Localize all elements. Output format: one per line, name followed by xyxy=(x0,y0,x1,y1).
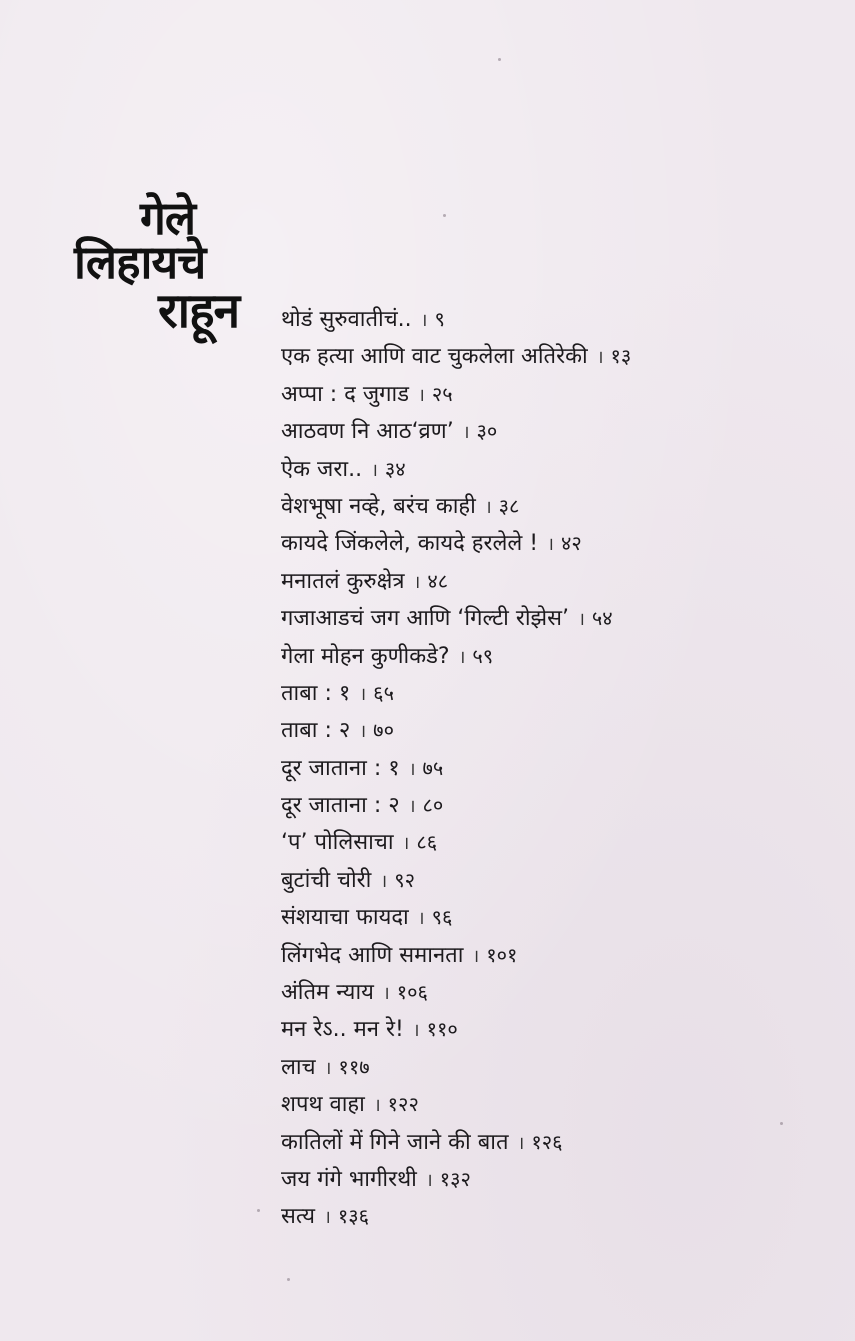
toc-separator: । xyxy=(517,1132,525,1154)
toc-entry-title: ऐक जरा.. xyxy=(281,456,363,482)
toc-separator: । xyxy=(371,459,378,481)
toc-entry xyxy=(281,488,631,525)
toc-separator: । xyxy=(420,310,428,331)
toc-page-number: ८० xyxy=(422,793,444,818)
toc-page-number: ९६ xyxy=(431,905,453,930)
toc-page-number: १०६ xyxy=(396,980,428,1005)
toc-entry xyxy=(281,899,631,936)
toc-separator: । xyxy=(596,347,604,369)
paper-speck xyxy=(780,1122,783,1125)
toc-entry xyxy=(281,638,631,675)
toc-page-number: २५ xyxy=(431,381,453,406)
toc-page-number: ४८ xyxy=(427,568,449,593)
toc-entry-title: दूर जाताना : २ xyxy=(281,793,400,819)
toc-entry-title: ताबा : १ xyxy=(281,680,351,706)
toc-entry xyxy=(281,301,631,338)
toc-separator: । xyxy=(359,683,367,705)
toc-entry-title: गजाआडचं जग आणि ‘गिल्टी रोझेस’ xyxy=(281,606,570,632)
toc-entry xyxy=(281,750,631,787)
toc-entry-title: सत्य xyxy=(281,1204,316,1230)
toc-entry-title: ताबा : २ xyxy=(281,718,351,744)
toc-entry-title: मनातलं कुरुक्षेत्र xyxy=(281,568,405,594)
toc-entry xyxy=(281,1049,631,1086)
toc-entry-title: ‘प’ पोलिसाचा xyxy=(281,830,394,856)
toc-separator: । xyxy=(359,721,367,743)
toc-page-number: ७५ xyxy=(422,755,444,780)
toc-entry-title: वेशभूषा नव्हे, बरंच काही xyxy=(281,493,476,519)
toc-entry xyxy=(281,413,631,450)
paper-speck xyxy=(287,1278,290,1281)
toc-page-number: ९२ xyxy=(394,867,416,892)
toc-page-number: ११० xyxy=(426,1017,458,1042)
toc-page-number: १३ xyxy=(610,344,632,369)
toc-separator: । xyxy=(462,422,470,444)
toc-entry-title: जय गंगे भागीरथी xyxy=(281,1166,417,1192)
toc-separator: । xyxy=(408,796,416,818)
toc-entry-title: संशयाचा फायदा xyxy=(281,905,409,931)
toc-entry-title: अप्पा : द जुगाड xyxy=(281,381,410,407)
paper-speck xyxy=(498,58,501,61)
toc-entry xyxy=(281,937,631,974)
toc-separator: । xyxy=(382,983,390,1005)
toc-entry xyxy=(281,1198,631,1235)
toc-entry xyxy=(281,563,631,600)
paper-speck xyxy=(257,1209,260,1212)
toc-entry-title: लिंगभेद आणि समानता xyxy=(281,942,464,968)
table-of-contents xyxy=(281,301,631,1236)
toc-separator: । xyxy=(402,833,410,855)
toc-entry xyxy=(281,712,631,749)
toc-entry xyxy=(281,1011,631,1048)
toc-entry-title: कायदे जिंकलेले, कायदे हरलेले ! xyxy=(281,531,539,557)
toc-entry-title: आठवण नि आठ‘व्रण’ xyxy=(281,419,454,445)
toc-page-number: १२२ xyxy=(387,1092,419,1117)
toc-entry xyxy=(281,675,631,712)
toc-separator: । xyxy=(458,646,466,668)
toc-separator: । xyxy=(380,870,388,892)
toc-separator: । xyxy=(324,1207,331,1229)
toc-entry xyxy=(281,600,631,637)
toc-separator: । xyxy=(484,496,492,518)
toc-page-number: ११७ xyxy=(338,1054,370,1079)
title-line-1: गेले xyxy=(140,191,196,245)
toc-entry-title: बुटांची चोरी xyxy=(281,867,372,893)
toc-separator: । xyxy=(408,758,416,780)
toc-entry xyxy=(281,525,631,562)
book-title xyxy=(72,191,272,370)
title-line-3: राहून xyxy=(158,283,240,339)
toc-separator: । xyxy=(425,1169,433,1191)
toc-page-number: ५९ xyxy=(472,643,494,668)
toc-separator: । xyxy=(417,908,425,930)
toc-entry xyxy=(281,974,631,1011)
toc-page-number: ८६ xyxy=(416,830,438,855)
toc-page-number: १०१ xyxy=(486,942,518,967)
toc-page-number: १३६ xyxy=(337,1204,370,1229)
toc-page-number: १३२ xyxy=(439,1166,471,1191)
toc-entry xyxy=(281,787,631,824)
toc-entry-title: मन रेऽ.. मन रे! xyxy=(281,1017,404,1043)
toc-separator: । xyxy=(413,571,421,593)
toc-entry xyxy=(281,376,631,413)
toc-page-number: १२६ xyxy=(531,1129,563,1154)
toc-separator: । xyxy=(412,1020,420,1042)
toc-entry xyxy=(281,451,631,488)
toc-separator: । xyxy=(547,534,554,556)
toc-page-number: ३४ xyxy=(384,456,406,481)
toc-entry-title: कातिलों में गिने जाने की बात xyxy=(281,1129,509,1155)
toc-entry xyxy=(281,862,631,899)
toc-entry-title: शपथ वाहा xyxy=(281,1092,365,1118)
toc-page-number: ५४ xyxy=(591,606,613,631)
toc-entry xyxy=(281,338,631,375)
toc-separator: । xyxy=(418,384,425,406)
toc-entry xyxy=(281,1086,631,1123)
toc-separator: । xyxy=(578,609,585,631)
toc-page-number: ३८ xyxy=(498,493,520,518)
toc-entry-title: दूर जाताना : १ xyxy=(281,755,400,781)
toc-page-number: ४२ xyxy=(560,531,582,556)
toc-entry-title: थोडं सुरुवातीचं.. xyxy=(281,307,412,332)
toc-entry-title: गेला मोहन कुणीकडे? xyxy=(281,643,450,669)
toc-page-number: ७० xyxy=(373,718,394,743)
toc-entry xyxy=(281,1124,631,1161)
title-line-2: लिहायचे xyxy=(74,235,206,289)
paper-speck xyxy=(443,214,446,217)
toc-page-number: ३० xyxy=(476,419,498,444)
toc-entry-title: अंतिम न्याय xyxy=(281,980,374,1006)
toc-separator: । xyxy=(472,945,480,967)
toc-page-number: ६५ xyxy=(373,680,394,705)
toc-page-number: ९ xyxy=(434,307,445,331)
toc-entry-title: एक हत्या आणि वाट चुकलेला अतिरेकी xyxy=(281,344,588,370)
toc-separator: । xyxy=(373,1095,381,1117)
toc-entry xyxy=(281,1161,631,1198)
toc-entry xyxy=(281,824,631,861)
toc-separator: । xyxy=(324,1057,332,1079)
toc-entry-title: लाच xyxy=(281,1054,316,1080)
